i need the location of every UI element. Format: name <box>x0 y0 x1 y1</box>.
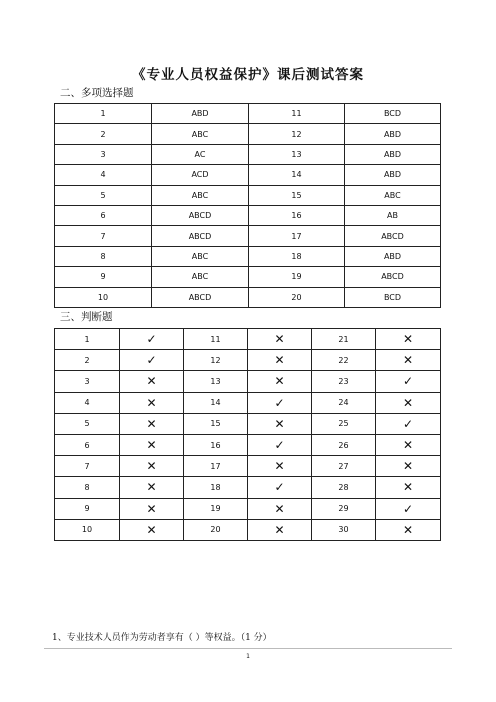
cross-mark-icon: ✕ <box>120 498 184 519</box>
answer-cell: ABD <box>345 246 441 266</box>
question-number-cell: 10 <box>55 287 152 307</box>
table-row <box>55 124 441 144</box>
answer-cell: ABC <box>152 185 249 205</box>
table-row <box>55 477 441 498</box>
check-mark-icon: ✓ <box>376 371 441 392</box>
multiple-choice-answer-table <box>54 103 441 308</box>
answer-cell: ABD <box>345 124 441 144</box>
cross-mark-icon: ✕ <box>248 329 312 350</box>
question-number-cell: 29 <box>312 498 376 519</box>
cross-mark-icon: ✕ <box>376 519 441 540</box>
question-number-cell: 18 <box>184 477 248 498</box>
question-number-cell: 3 <box>55 371 120 392</box>
question-number-cell: 9 <box>55 498 120 519</box>
check-mark-icon: ✓ <box>120 329 184 350</box>
question-number-cell: 19 <box>184 498 248 519</box>
cross-mark-icon: ✕ <box>376 392 441 413</box>
cross-mark-icon: ✕ <box>248 498 312 519</box>
section-multiple-choice-heading: 二、多项选择题 <box>60 87 134 99</box>
table-row <box>55 413 441 434</box>
question-number-cell: 1 <box>55 329 120 350</box>
table-row <box>55 287 441 307</box>
question-number-cell: 15 <box>249 185 345 205</box>
cross-mark-icon: ✕ <box>248 456 312 477</box>
answer-cell: ABC <box>345 185 441 205</box>
page-number: 1 <box>246 653 250 660</box>
table-row <box>55 185 441 205</box>
question-number-cell: 16 <box>184 434 248 455</box>
check-mark-icon: ✓ <box>120 350 184 371</box>
table-row <box>55 350 441 371</box>
cross-mark-icon: ✕ <box>120 456 184 477</box>
table-row <box>55 392 441 413</box>
question-number-cell: 13 <box>184 371 248 392</box>
check-mark-icon: ✓ <box>248 392 312 413</box>
cross-mark-icon: ✕ <box>376 350 441 371</box>
true-false-answer-table <box>54 328 441 541</box>
question-number-cell: 16 <box>249 205 345 225</box>
cross-mark-icon: ✕ <box>120 434 184 455</box>
cross-mark-icon: ✕ <box>248 519 312 540</box>
question-number-cell: 10 <box>55 519 120 540</box>
table-row <box>55 226 441 246</box>
question-number-cell: 17 <box>249 226 345 246</box>
question-number-cell: 4 <box>55 165 152 185</box>
answer-cell: ABC <box>152 267 249 287</box>
cross-mark-icon: ✕ <box>376 434 441 455</box>
answer-cell: AC <box>152 144 249 164</box>
question-number-cell: 6 <box>55 434 120 455</box>
question-number-cell: 24 <box>312 392 376 413</box>
cross-mark-icon: ✕ <box>120 477 184 498</box>
table-row <box>55 267 441 287</box>
cross-mark-icon: ✕ <box>248 371 312 392</box>
cross-mark-icon: ✕ <box>376 477 441 498</box>
table-row <box>55 165 441 185</box>
question-number-cell: 12 <box>184 350 248 371</box>
answer-cell: ABD <box>345 165 441 185</box>
answer-cell: ABD <box>152 104 249 124</box>
question-number-cell: 19 <box>249 267 345 287</box>
question-number-cell: 17 <box>184 456 248 477</box>
answer-cell: BCD <box>345 287 441 307</box>
document-title: 《专业人员权益保护》课后测试答案 <box>132 67 364 83</box>
question-number-cell: 21 <box>312 329 376 350</box>
cross-mark-icon: ✕ <box>120 413 184 434</box>
question-number-cell: 28 <box>312 477 376 498</box>
table-row <box>55 246 441 266</box>
cross-mark-icon: ✕ <box>120 371 184 392</box>
question-number-cell: 2 <box>55 124 152 144</box>
question-number-cell: 15 <box>184 413 248 434</box>
answer-cell: ABCD <box>152 226 249 246</box>
question-number-cell: 5 <box>55 185 152 205</box>
table-row <box>55 519 441 540</box>
section-true-false-heading: 三、判断题 <box>60 311 113 323</box>
table-row <box>55 456 441 477</box>
cross-mark-icon: ✕ <box>376 456 441 477</box>
table-row <box>55 104 441 124</box>
cross-mark-icon: ✕ <box>376 329 441 350</box>
table-row <box>55 329 441 350</box>
question-number-cell: 11 <box>184 329 248 350</box>
question-number-cell: 12 <box>249 124 345 144</box>
question-number-cell: 14 <box>184 392 248 413</box>
question-number-cell: 26 <box>312 434 376 455</box>
question-number-cell: 7 <box>55 226 152 246</box>
question-number-cell: 2 <box>55 350 120 371</box>
answer-cell: ABCD <box>345 267 441 287</box>
question-number-cell: 13 <box>249 144 345 164</box>
check-mark-icon: ✓ <box>248 477 312 498</box>
table-row <box>55 498 441 519</box>
cross-mark-icon: ✕ <box>120 392 184 413</box>
table-row <box>55 434 441 455</box>
answer-cell: ABCD <box>152 287 249 307</box>
table-row <box>55 144 441 164</box>
question-number-cell: 27 <box>312 456 376 477</box>
question-number-cell: 6 <box>55 205 152 225</box>
answer-cell: ABD <box>345 144 441 164</box>
footer-divider <box>44 648 452 649</box>
question-number-cell: 5 <box>55 413 120 434</box>
table-row <box>55 371 441 392</box>
check-mark-icon: ✓ <box>248 434 312 455</box>
question-number-cell: 3 <box>55 144 152 164</box>
question-number-cell: 7 <box>55 456 120 477</box>
question-number-cell: 8 <box>55 246 152 266</box>
question-number-cell: 23 <box>312 371 376 392</box>
question-number-cell: 14 <box>249 165 345 185</box>
cross-mark-icon: ✕ <box>248 413 312 434</box>
answer-cell: BCD <box>345 104 441 124</box>
question-number-cell: 22 <box>312 350 376 371</box>
question-number-cell: 30 <box>312 519 376 540</box>
answer-cell: ABC <box>152 246 249 266</box>
answer-cell: ABC <box>152 124 249 144</box>
question-number-cell: 11 <box>249 104 345 124</box>
question-number-cell: 9 <box>55 267 152 287</box>
question-number-cell: 25 <box>312 413 376 434</box>
answer-cell: ABCD <box>152 205 249 225</box>
answer-cell: ACD <box>152 165 249 185</box>
question-number-cell: 20 <box>249 287 345 307</box>
question-number-cell: 8 <box>55 477 120 498</box>
question-text: 1、专业技术人员作为劳动者享有（ ）等权益。（1 分） <box>52 633 272 643</box>
question-number-cell: 20 <box>184 519 248 540</box>
cross-mark-icon: ✕ <box>120 519 184 540</box>
question-number-cell: 4 <box>55 392 120 413</box>
question-number-cell: 18 <box>249 246 345 266</box>
table-row <box>55 205 441 225</box>
answer-cell: ABCD <box>345 226 441 246</box>
check-mark-icon: ✓ <box>376 413 441 434</box>
answer-cell: AB <box>345 205 441 225</box>
question-number-cell: 1 <box>55 104 152 124</box>
check-mark-icon: ✓ <box>376 498 441 519</box>
cross-mark-icon: ✕ <box>248 350 312 371</box>
